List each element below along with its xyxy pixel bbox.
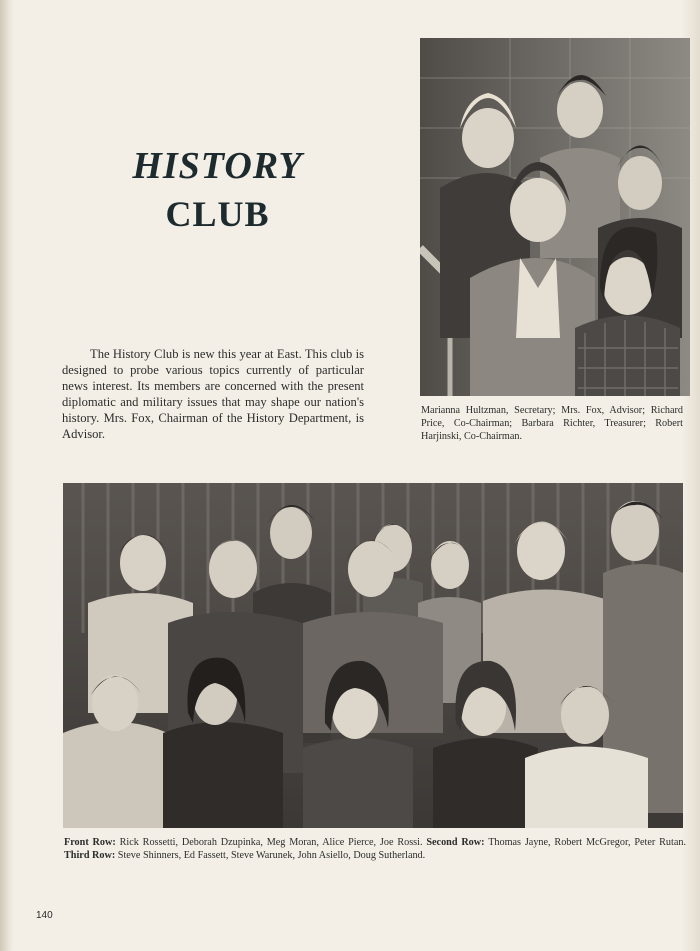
officers-caption: Marianna Hultzman, Secretary; Mrs. Fox, Advisor; Richard Price, Co-Chairman; Barbara Richter, Treasurer; Robert Harjinski, Co-Chairman. bbox=[421, 405, 683, 442]
third-row-names: Steve Shinners, Ed Fassett, Steve Warunek, John Asiello, Doug Sutherland. bbox=[117, 850, 426, 861]
page-spine-shadow bbox=[0, 0, 14, 951]
officers-photo bbox=[420, 38, 690, 396]
intro-paragraph: The History Club is new this year at East. This club is designed to probe various topics currently of particular news interest. Its members are concerned with the present diplomatic and military issues that may shape our nation's history. Mrs. Fox, Chairman of the History Department, is Advisor. bbox=[62, 347, 364, 441]
front-row-names: Rick Rossetti, Deborah Dzupinka, Meg Moran, Alice Pierce, Joe Rossi. bbox=[119, 837, 423, 848]
second-row-names: Thomas Jayne, Robert McGregor, Peter Rutan. bbox=[488, 837, 686, 848]
page-title-line1: HISTORY bbox=[132, 145, 303, 187]
second-row-label: Second Row: bbox=[426, 837, 485, 848]
group-photo bbox=[63, 483, 683, 828]
front-row-label: Front Row: bbox=[64, 837, 116, 848]
group-caption bbox=[64, 836, 686, 862]
page-number: 140 bbox=[36, 910, 53, 921]
third-row-label: Third Row: bbox=[64, 850, 116, 861]
page-title-line2: CLUB bbox=[165, 194, 270, 234]
